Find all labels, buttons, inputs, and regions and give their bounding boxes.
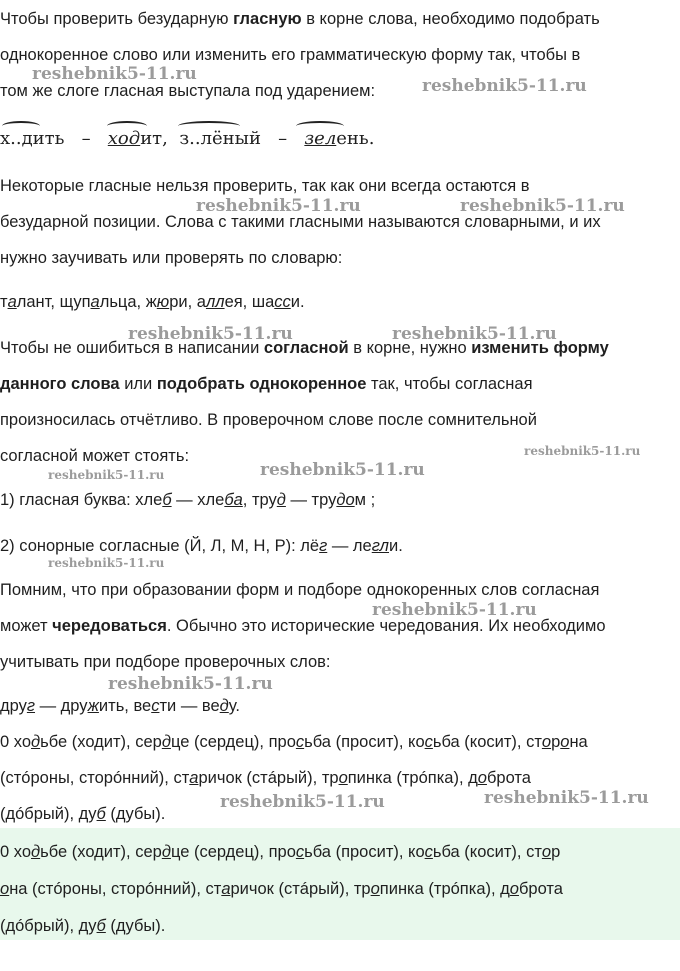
alternation-examples: друг — дружить, вести — веду. — [0, 697, 240, 715]
watermark: reshebnik5-11.ru — [220, 792, 385, 812]
paragraph-intro-line2: однокоренное слово или изменить его грамматическую форму так, чтобы в — [0, 46, 581, 64]
watermark: reshebnik5-11.ru — [460, 196, 625, 216]
watermark: reshebnik5-11.ru — [260, 460, 425, 480]
watermark: reshebnik5-11.ru — [108, 674, 273, 694]
paragraph-vocab-line3: нужно заучивать или проверять по словарю: — [0, 249, 343, 267]
watermark: reshebnik5-11.ru — [32, 64, 197, 84]
paragraph-consonant-line3: произносилась отчётливо. В проверочном слове после сомнительной — [0, 411, 537, 429]
vowel-example: х..дить – ходит, з..лёный – зелень. — [0, 128, 375, 149]
watermark: reshebnik5-11.ru — [484, 788, 649, 808]
answer-line1: 0 ходьбе (ходит), сердце (сердец), просьба (просит), косьба (косит), стор — [0, 843, 561, 861]
task-line2: (стóроны, сторóнний), старичок (стáрый), тропинка (трóпка), доброта — [0, 769, 531, 787]
paragraph-intro-line3: том же слоге гласная выступала под ударением: — [0, 82, 376, 100]
task-line1: 0 ходьбе (ходит), сердце (сердец), просьба (просит), косьба (косит), сторона — [0, 733, 588, 751]
paragraph-consonant-line2: данного слова или подобрать однокоренное так, чтобы согласная — [0, 375, 533, 393]
paragraph-consonant-line4: согласной может стоять: — [0, 447, 190, 465]
answer-line3: (дóбрый), дуб (дубы). — [0, 917, 166, 935]
paragraph-vocab-line2: безударной позиции. Слова с такими гласными называются словарными, и их — [0, 213, 601, 231]
paragraph-alternation-line3: учитывать при подборе проверочных слов: — [0, 653, 331, 671]
watermark: reshebnik5-11.ru — [48, 468, 165, 482]
watermark: reshebnik5-11.ru — [422, 76, 587, 96]
rule-sonorant: 2) сонорные согласные (Й, Л, М, Н, Р): лёг — легли. — [0, 537, 403, 555]
watermark: reshebnik5-11.ru — [372, 600, 537, 620]
paragraph-consonant-line1: Чтобы не ошибиться в написании согласной в корне, нужно изменить форму — [0, 339, 609, 357]
watermark: reshebnik5-11.ru — [128, 324, 293, 344]
task-line3: (дóбрый), дуб (дубы). — [0, 805, 166, 823]
root-arc — [296, 121, 344, 131]
watermark: reshebnik5-11.ru — [48, 556, 165, 570]
root-arc — [107, 121, 147, 131]
watermark: reshebnik5-11.ru — [524, 444, 641, 458]
vocab-words: талант, щупальца, жюри, аллея, шасси. — [0, 293, 305, 311]
paragraph-intro-line1: Чтобы проверить безударную гласную в корне слова, необходимо подобрать — [0, 10, 600, 28]
root-arc — [2, 121, 40, 131]
paragraph-vocab-line1: Некоторые гласные нельзя проверить, так как они всегда остаются в — [0, 177, 530, 195]
answer-line2: она (стóроны, сторóнний), старичок (стáрый), тропинка (трóпка), доброта — [0, 880, 563, 898]
paragraph-alternation-line1: Помним, что при образовании форм и подборе однокоренных слов согласная — [0, 581, 600, 599]
paragraph-alternation-line2: может чередоваться. Обычно это исторические чередования. Их необходимо — [0, 617, 606, 635]
watermark: reshebnik5-11.ru — [392, 324, 557, 344]
rule-vowel-letter: 1) гласная буква: хлеб — хлеба, труд — трудом ; — [0, 491, 376, 509]
root-arc — [178, 121, 240, 131]
watermark: reshebnik5-11.ru — [196, 196, 361, 216]
